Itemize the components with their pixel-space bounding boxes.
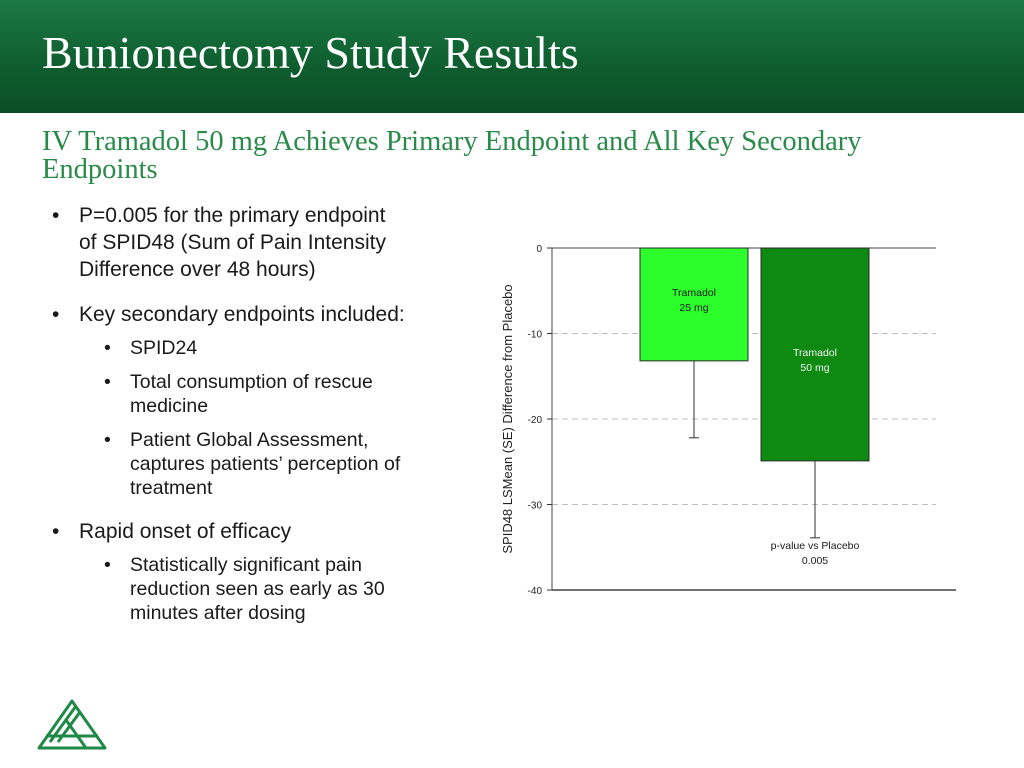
sub-bullet-line: minutes after dosing [130,602,306,624]
sub-bullet-global-assessment [52,428,492,500]
sub-bullet-rescue-medicine [52,370,492,418]
company-logo-icon [36,698,108,752]
bar-label: 25 mg [679,302,709,314]
bullet-line: Difference over 48 hours) [79,258,316,281]
sub-bullet-line: SPID24 [130,337,198,359]
bullet-primary-endpoint [52,202,492,283]
y-tick-label: -30 [527,500,542,512]
sub-bullet-line: reduction seen as early as 30 [130,578,385,600]
y-tick-label: -40 [527,586,542,597]
bar-chart [496,228,966,608]
bullet-line: Rapid onset of efficacy [79,520,292,543]
y-tick-label: 0 [536,244,542,255]
sub-bullet-line: treatment [130,477,213,499]
p-value-annotation: p-value vs Placebo [770,539,860,552]
y-tick-label: -20 [527,415,542,426]
sub-bullet-line: Total consumption of rescue [130,371,373,393]
y-axis-label: SPID48 LSMean (SE) Difference from Placebo [500,284,515,554]
bar-label: 50 mg [800,362,830,374]
bar-label: Tramadol [672,287,716,299]
sub-bullet-line: captures patients’ perception of [130,453,401,475]
slide-title: Bunionectomy Study Results [42,27,579,78]
y-tick-label: -10 [527,329,542,341]
bullet-secondary-endpoints [52,301,492,328]
p-value-annotation: 0.005 [801,554,829,567]
sub-bullet-pain-reduction [52,553,492,625]
bullet-line: Key secondary endpoints included: [79,303,405,326]
bullet-line: of SPID48 (Sum of Pain Intensity [79,231,386,254]
sub-bullet-line: Statistically significant pain [130,554,362,576]
title-bar [0,0,1024,113]
slide-subtitle: IV Tramadol 50 mg Achieves Primary Endpoint and All Key Secondary Endpoints [42,126,862,185]
sub-bullet-line: Patient Global Assessment, [130,429,369,451]
bullet-rapid-onset [52,518,492,545]
sub-bullet-line: medicine [130,395,209,417]
sub-bullet-spid24 [52,336,492,360]
bar-label: Tramadol [793,347,837,359]
bullet-list [52,202,492,625]
bullet-line: P=0.005 for the primary endpoint [79,204,386,227]
